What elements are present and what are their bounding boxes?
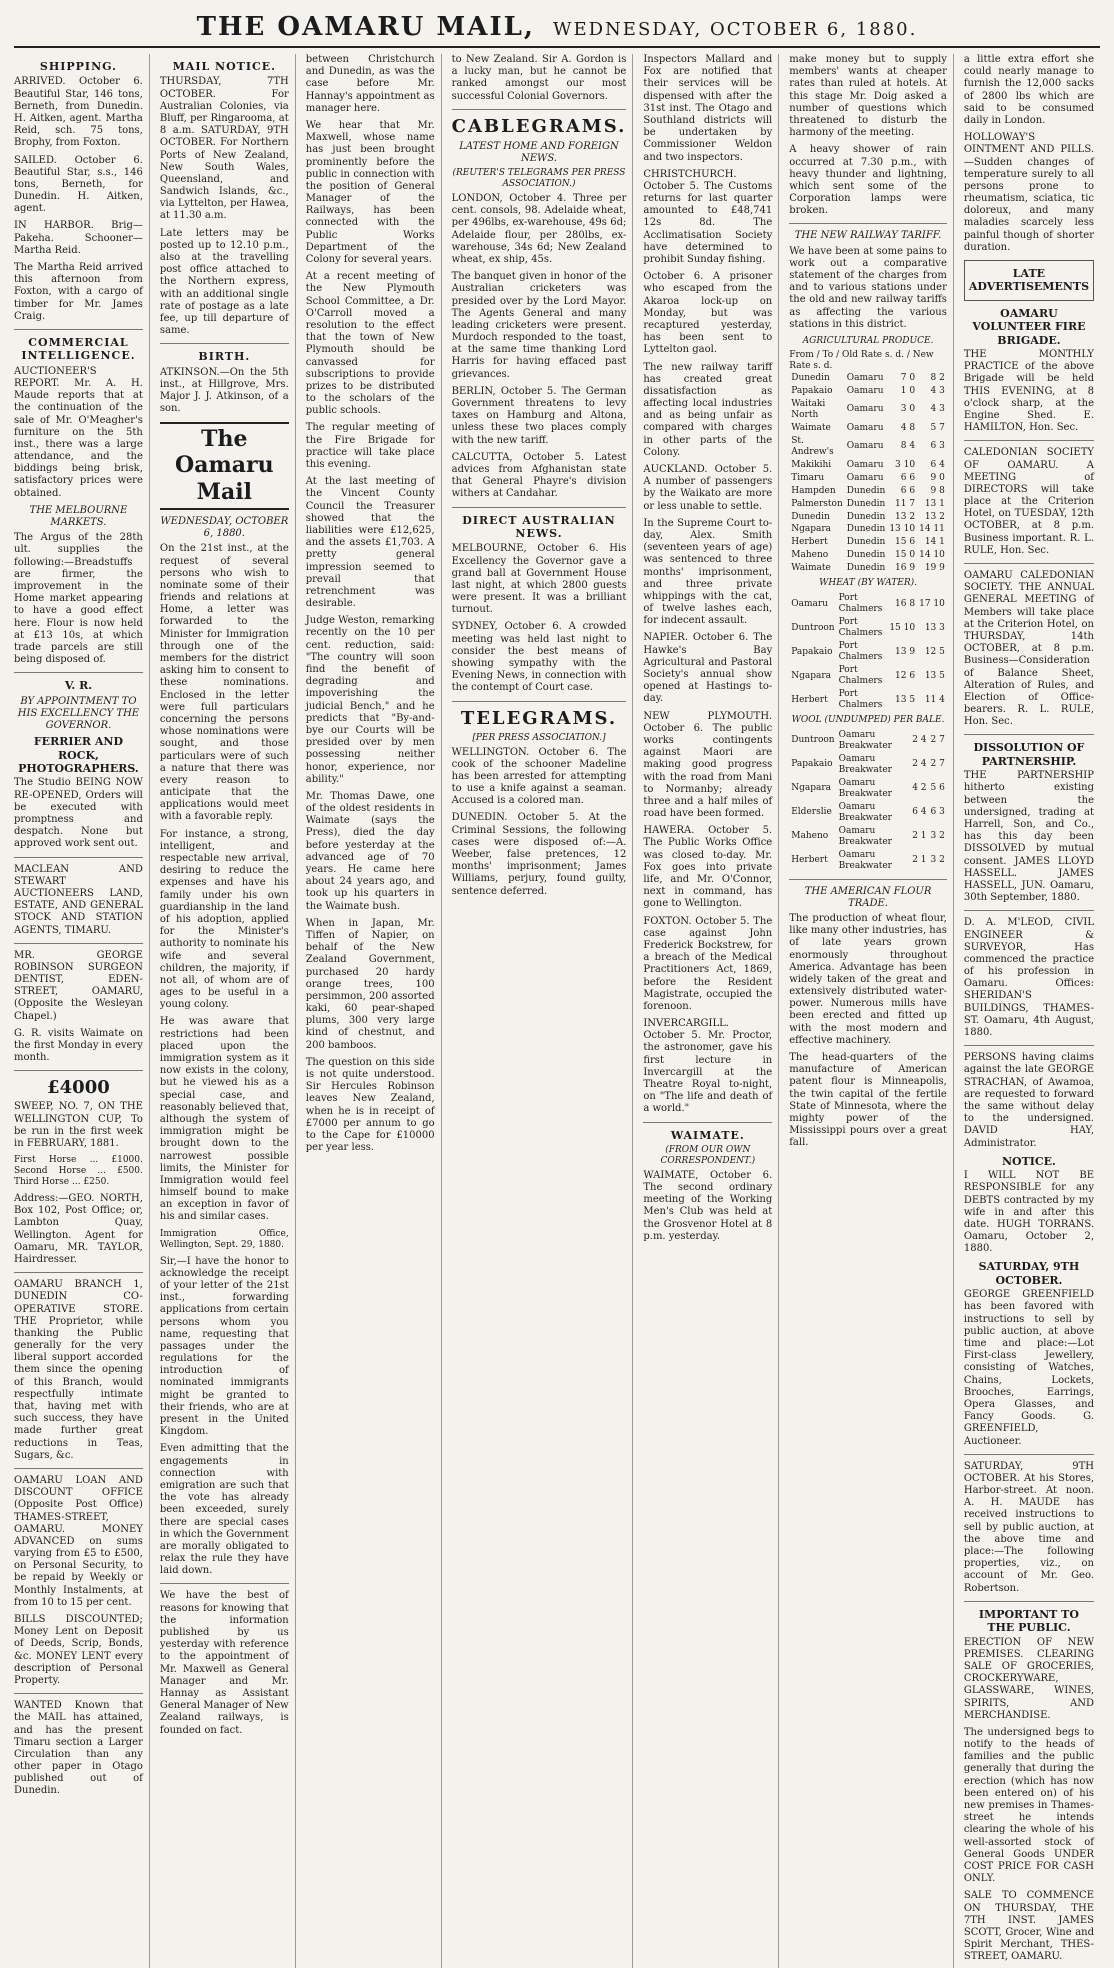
table-cell: Papakaio: [791, 759, 833, 770]
reply-heading: Immigration Office, Wellington, Sept. 29, 1880.: [159, 1228, 289, 1250]
leader-paragraph: Even admitting that the engagements in connection with emigration are such that the vote has already been exceeded, surely there are special cases in which the Government are morally obligated to relax the rule they have laid down.: [159, 1443, 289, 1577]
wanted-ad: WANTED Known that the MAIL has attained, and has the present Timaru section a Larger Circulation than any other paper in Otago published out of Dunedin.: [14, 1700, 143, 1797]
leader-paragraph: We have the best of reasons for knowing that the information published by us yesterday with reference to the appointment of Mr. Maxwell as General Manager and Mr. Hannay as Assistant General Manager of New Zealand railways, is founded on fact.: [159, 1590, 289, 1736]
london-cable: The banquet given in honor of the Australian cricketers was presided over by the Lord Mayor. The Agents General and many leading cricketers were present. Murdoch responded to the toast, at the same time thanking Lord Harris for having effaced past grievances.: [451, 271, 627, 380]
calcutta-cable: CALCUTTA, October 5. Latest advices from Afghanistan state that General Phayre's division withers at Candahar.: [451, 451, 627, 500]
caledonian-meeting: CALEDONIAN SOCIETY OF OAMARU. A MEETING of DIRECTORS will take place at the Criterion Hotel, on TUESDAY, 12th OCTOBER, at 8 p.m. Business important. R. L. RULE, Hon. Sec.: [963, 447, 1094, 556]
agricultural-row: [789, 549, 947, 562]
waimate-header: WAIMATE.: [670, 1128, 745, 1142]
divider: [452, 507, 627, 508]
table-cell: 3 2: [930, 831, 945, 842]
table-cell: Oamaru: [791, 598, 828, 609]
table-cell: Hampden: [791, 485, 836, 496]
table-cell: 15 10: [889, 622, 916, 633]
table-cell: 4 2: [912, 783, 927, 794]
divider: [14, 329, 143, 330]
divider: [789, 879, 947, 880]
table-cell: 14 11: [919, 524, 945, 535]
dunedin-telegram: DUNEDIN. October 5. At the Criminal Sessions, the following cases were disposed of:—A. Weeber, false pretences, 12 months' imprisonment; James Williams, perjury, found guilty, sentence deferred.: [451, 812, 627, 897]
table-cell: 4 3: [930, 385, 945, 396]
table-cell: Maheno: [791, 550, 829, 561]
wool-table-title: WOOL (UNDUMPED) PER BALE.: [791, 715, 945, 725]
divider: [964, 1045, 1094, 1046]
agricultural-row: [789, 422, 947, 435]
table-cell: 2 4: [912, 759, 927, 770]
divider: [14, 1272, 143, 1273]
table-cell: Ngapara: [791, 524, 832, 535]
waimate-report: WAIMATE, October 6. The second ordinary meeting of the Working Men's Club was held at the Grosvenor Hotel at 8 p.m. yesterday.: [643, 1169, 773, 1242]
table-cell: 13 2: [895, 511, 916, 522]
table-cell: Dunedin: [846, 498, 886, 509]
column-3: [306, 54, 442, 1968]
strachan-notice: PERSONS having claims against the late GEORGE STRACHAN, of Awamoa, are requested to forward the same without delay to the undersigned. DAVID HAY, Administrator.: [963, 1052, 1094, 1149]
melbourne-news: MELBOURNE, October 6. His Excellency the Governor gave a grand ball at Government House last night, at which 2800 guests were present. It was a brilliant turnout.: [451, 543, 627, 616]
agricultural-row: [789, 459, 947, 472]
wool-row: [789, 849, 947, 873]
leader-paragraph: He was aware that restrictions had been placed upon the immigration system as it now exists in the colony, but he viewed his as a special case, and reasonably believed that, although the system of immigration might be brought down to the narrowest possible limits, the Minister for Immigration would feel himself bound to make an exception in favor of his and similar cases.: [159, 1016, 289, 1223]
table-cell: 13 1: [924, 498, 945, 509]
table-cell: Herbert: [791, 694, 828, 705]
late-letters: Late letters may be posted up to 12.10 p.m., also at the travelling post office attached to the Northern express, with an additional single rate of postage as a late fee, up till departure of same.: [159, 227, 289, 337]
column-2: [160, 54, 296, 1968]
agricultural-row: [789, 472, 947, 485]
table-cell: Herbert: [791, 537, 828, 548]
table-cell: 15 6: [895, 537, 916, 548]
news-paragraph: between Christchurch and Dunedin, as was the case before Mr. Hannay's appointment as manager here.: [305, 54, 435, 114]
table-cell: Port Chalmers: [838, 617, 883, 639]
table-cell: Dunedin: [846, 485, 886, 496]
news-paragraph: October 6. A prisoner who escaped from the Akaroa lock-up on Monday, but was recaptured yesterday, has been sent to Lyttelton gaol.: [643, 271, 773, 356]
royal-cipher: V. R.: [64, 679, 93, 693]
news-paragraph: make money but to supply members' wants at cheaper rates than ruled at hotels. At this stage Mr. Doig asked a number of questions which threatened to disturb the harmony of the meeting.: [789, 54, 947, 139]
nameplate-date: WEDNESDAY, OCTOBER 6, 1880.: [160, 515, 289, 540]
appointment-line: BY APPOINTMENT TO HIS EXCELLENCY THE GOVERNOR.: [17, 695, 140, 732]
column-6: [789, 54, 954, 1968]
agricultural-row: [789, 511, 947, 524]
divider: [964, 734, 1094, 735]
column-5: [643, 54, 779, 1968]
table-cell: Duntroon: [791, 735, 835, 746]
table-cell: 16 8: [895, 598, 916, 609]
wheat-row: [789, 640, 947, 664]
table-cell: 16 9: [895, 563, 916, 574]
divider: [14, 1693, 143, 1694]
berlin-cable: BERLIN, October 5. The German Government threatens to levy taxes on Hamburg and Altona, unless these two places comply with the new tariff.: [451, 385, 627, 446]
table-cell: Dunedin: [846, 511, 886, 522]
table-cell: Dunedin: [846, 537, 886, 548]
news-paragraph: A heavy shower of rain occurred at 7.30 p.m., with heavy thunder and lightning, which sent some of the Corporation lamps were broken.: [789, 144, 947, 217]
divider: [964, 910, 1094, 911]
table-cell: Oamaru: [846, 422, 884, 433]
table-cell: 2 1: [912, 855, 927, 866]
divider: [14, 1070, 143, 1071]
table-cell: Dunedin: [791, 511, 830, 522]
divider: [452, 109, 627, 110]
agricultural-row: [789, 485, 947, 498]
table-cell: 2 7: [930, 735, 945, 746]
shipping-sailed: SAILED. October 6. Beautiful Star, s.s., 146 tons, Berneth, for Dunedin. H. Aitken, agent.: [14, 154, 143, 215]
table-cell: Port Chalmers: [838, 593, 883, 615]
divider: [964, 1454, 1094, 1455]
table-cell: Ngapara: [791, 783, 832, 794]
table-cell: Oamaru Breakwater: [838, 753, 892, 775]
wheat-table: [789, 592, 947, 712]
table-cell: Duntroon: [791, 622, 835, 633]
torrans-notice: I WILL NOT BE RESPONSIBLE for any DEBTS contracted by my wife in and after this date. HUGH TORRANS. Oamaru, October 2, 1880.: [963, 1170, 1094, 1255]
robinson-ad: MR. GEORGE ROBINSON SURGEON DENTIST, EDEN-STREET, OAMARU, (Opposite the Wesleyan Chapel.): [14, 949, 143, 1022]
important-title: IMPORTANT TO THE PUBLIC.: [978, 1607, 1079, 1635]
agricultural-row: [789, 536, 947, 549]
table-cell: 3 0: [900, 404, 916, 415]
late-advertisements-banner: [964, 260, 1094, 301]
divider: [14, 943, 143, 944]
table-cell: Dunedin: [846, 524, 886, 535]
table-cell: 13 3: [924, 622, 945, 633]
table-cell: 12 6: [895, 670, 916, 681]
ferrier-ad-title: FERRIER AND ROCK, PHOTOGRAPHERS.: [18, 735, 139, 776]
telegrams-header: TELEGRAMS.: [460, 707, 618, 729]
table-cell: 12 5: [924, 646, 945, 657]
column-4: [452, 54, 634, 1968]
table-cell: Ngapara: [791, 670, 832, 681]
table-cell: Oamaru Breakwater: [838, 825, 892, 847]
sweep-amount: £4000: [47, 1077, 110, 1099]
foxton-telegram: FOXTON. October 5. The case against John Frederick Bockstrew, for a breach of the Medical Practitioners Act, 1869, before the Resident Magistrate, occupied the forenoon.: [643, 915, 773, 1012]
wool-row: [789, 825, 947, 849]
notice-title: NOTICE.: [1001, 1154, 1056, 1168]
wool-row: [789, 729, 947, 753]
news-paragraph: Mr. Thomas Dawe, one of the oldest residents in Waimate (says the Press), died the day before yesterday at the advanced age of 70 years. He came here about 24 years ago, and took up his quarters in the Waimate bush.: [305, 790, 435, 912]
divider: [964, 440, 1094, 441]
table-cell: Port Chalmers: [838, 665, 883, 687]
news-paragraph: to New Zealand. Sir A. Gordon is a lucky man, but he cannot be ranked amongst our most successful Colonial Governors.: [451, 54, 627, 102]
news-paragraph: The regular meeting of the Fire Brigade for practice will take place this evening.: [305, 422, 435, 470]
wheat-row: [789, 592, 947, 616]
divider: [964, 1601, 1094, 1602]
news-paragraph: In the Supreme Court to-day, Alex. Smith (seventeen years of age) was sentenced to three months' imprisonment, and three private whippings with the cat, of twelve lashes each, for indecent assault.: [643, 517, 773, 627]
agricultural-table-title: AGRICULTURAL PRODUCE.: [802, 335, 934, 346]
maude-ad: SATURDAY, 9TH OCTOBER. At his Stores, Harbor-street. At noon. A. H. MAUDE has received instructions to sell by public auction, at the above time and place:—The following properties, viz., on account of Mr. Geo. Robertson.: [963, 1460, 1094, 1594]
sydney-news: SYDNEY, October 6. A crowded meeting was held last night to consider the best means of showing sympathy with the Evening News, in connection with the contempt of Court case.: [451, 621, 627, 694]
table-cell: 13 2: [924, 511, 945, 522]
wheat-row: [789, 664, 947, 688]
column-7: [964, 54, 1100, 1968]
leader-paragraph: On the 21st inst., at the request of several persons who wish to nominate some of their friends and relations at Home, a letter was forwarded to the Minister for Immigration through one of the members for the district asking him to consent to these nominations. Enclosed in the letter were full particulars concerning the persons whose nominations were sought, and those particulars were of such a nature that there was every reason to anticipate that the applications would meet with a favorable reply.: [159, 543, 289, 823]
birth-notice: ATKINSON.—On the 5th inst., at Hillgrove, Mrs. Major J. J. Atkinson, of a son.: [159, 366, 289, 415]
column-1: [14, 54, 150, 1968]
agricultural-row: [789, 562, 947, 575]
masthead-title: THE OAMARU MAIL,: [196, 12, 535, 42]
mail-notice-header: MAIL NOTICE.: [172, 60, 276, 73]
fire-brigade-notice: THE MONTHLY PRACTICE of the above Brigade will be held THIS EVENING, at 8 o'clock sharp, at the Engine Shed. E. HAMILTON, Hon. Sec.: [963, 349, 1094, 434]
wheat-row: [789, 616, 947, 640]
table-cell: Makikihi: [791, 459, 832, 470]
agricultural-table: [789, 372, 947, 576]
wheat-row: [789, 688, 947, 712]
table-cell: 3 2: [930, 855, 945, 866]
columns: [14, 54, 1100, 1963]
late-advertisements-title: LATE ADVERTISEMENTS: [968, 267, 1090, 294]
shipping-header: SHIPPING.: [39, 60, 117, 73]
table-cell: Herbert: [791, 855, 828, 866]
birth-header: BIRTH.: [198, 350, 251, 364]
dissolution-notice: THE PARTNERSHIP hitherto existing between the undersigned, trading at Harrell, Son, and Co., has this day been DISSOLVED by mutual consent. JAMES LLOYD HASSELL. JAMES HASSELL, JUN. Oamaru, 30th September, 1880.: [963, 770, 1094, 904]
holloway-ad: HOLLOWAY'S OINTMENT AND PILLS.—Sudden changes of temperature surely to all persons prone to rheumatism, sciatica, tic doloreux, and many maladies scarcely less painful though of shorter duration.: [963, 132, 1094, 253]
table-cell: 13 5: [895, 694, 916, 705]
table-cell: 19 9: [924, 563, 945, 574]
news-paragraph: a little extra effort she could nearly manage to furnish the 12,000 sacks of 2800 lbs which are said to be consumed daily in London.: [963, 54, 1094, 126]
table-cell: Waimate: [791, 422, 831, 433]
news-paragraph: When in Japan, Mr. Tiffen of Napier, on behalf of the New Zealand Government, purchased 20 hardy orange trees, 100 persimmon, 200 assorted kaki, 60 pear-shaped plums, 300 very large kind of chestnut, and 200 bamboos.: [305, 917, 435, 1051]
divider: [160, 1583, 289, 1584]
flour-trade: The head-quarters of the manufacture of American patent flour is Minneapolis, the twin capital of the fertile State of Minnesota, where the mighty power of the Mississippi pours over a great fall.: [789, 1052, 947, 1149]
sweep-prizes: First Horse ... £1000. Second Horse ... £500. Third Horse ... £250.: [14, 1155, 143, 1188]
table-cell: 6 4: [912, 807, 927, 818]
table-cell: Oamaru: [846, 404, 884, 415]
table-cell: 4 8: [900, 422, 916, 433]
cablegrams-header: CABLEGRAMS.: [451, 115, 627, 137]
table-cell: Oamaru: [846, 441, 884, 452]
table-cell: 2 1: [912, 831, 927, 842]
saturday-sale-title: SATURDAY, 9TH OCTOBER.: [978, 1260, 1080, 1287]
table-cell: 6 6: [900, 472, 916, 483]
shipping-arrived: ARRIVED. October 6. Beautiful Star, 146 tons, Berneth, from Dunedin. H. Aitken, agent. Martha Reid, sch. 75 tons, Brophy, from Foxton.: [14, 76, 143, 149]
table-cell: 3 10: [895, 459, 916, 470]
table-cell: Palmerston: [791, 498, 843, 509]
table-cell: Port Chalmers: [838, 641, 883, 663]
telegrams-source: [PER PRESS ASSOCIATION.]: [472, 732, 606, 743]
auckland-telegram: AUCKLAND. October 5. A number of passengers by the Waikato are more or less unable to settle.: [643, 464, 773, 512]
railway-tariff-intro: We have been at some pains to work out a comparative statement of the charges from and to various stations under the old and new railway tariffs as affecting the various stations in this district.: [789, 245, 947, 330]
masthead: [14, 12, 1100, 48]
table-cell: Timaru: [791, 472, 825, 483]
table-cell: 9 0: [930, 472, 945, 483]
studio-ad: The Studio BEING NOW RE-OPENED, Orders will be executed with promptness and despatch. None but approved work sent out.: [14, 777, 143, 850]
melbourne-header: THE MELBOURNE MARKETS.: [29, 504, 128, 529]
loan-ad: OAMARU LOAN AND DISCOUNT OFFICE (Opposite Post Office) THAMES-STREET, OAMARU. MONEY ADVANCED on sums varying from £5 to £500, on Personal Security, to be repaid by Weekly or Monthly Instalments, at from 10 to 15 per cent.: [14, 1474, 143, 1608]
commercial-header: COMMERCIAL INTELLIGENCE.: [21, 335, 136, 363]
auctioneers-report: AUCTIONEER'S REPORT. Mr. A. H. Maude reports that at the continuation of the sale of Mr. O'Meagher's furniture on the 5th inst., there was a large attendance, and the biddings being brisk, satisfactory prices were obtained.: [14, 365, 143, 499]
hawera-telegram: HAWERA. October 5. The Public Works Office was closed to-day. Mr. Fox goes into private life, and Mr. O'Connor, next in command, has gone to Wellington.: [643, 825, 773, 910]
agricultural-row: [789, 435, 947, 459]
table-cell: 2 4: [912, 735, 927, 746]
table-cell: Oamaru Breakwater: [838, 777, 892, 799]
table-cell: 4 3: [930, 404, 945, 415]
wool-row: [789, 801, 947, 825]
invercargill-telegram: INVERCARGILL. October 5. Mr. Proctor, the astronomer, gave his first lecture in Invercargill at the Theatre Royal to-night, on "The life and death of a world.": [643, 1018, 773, 1115]
divider: [964, 563, 1094, 564]
table-cell: 17 10: [919, 598, 945, 609]
wool-row: [789, 753, 947, 777]
table-cell: Elderslie: [791, 807, 832, 818]
agricultural-table-columns: From / To / Old Rate s. d. / New Rate s. d.: [789, 349, 934, 371]
table-cell: Oamaru: [846, 472, 884, 483]
flour-trade-header: THE AMERICAN FLOUR TRADE.: [804, 885, 932, 909]
table-cell: 8 2: [930, 372, 945, 383]
caledonian-annual-meeting: OAMARU CALEDONIAN SOCIETY. THE ANNUAL GENERAL MEETING of Members will take place at the Criterion Hotel, on THURSDAY, 14th OCTOBER, at 8 p.m. Business—Consideration of Balance Sheet, Alteration of Rules, and Election of Office-bearers. R. L. RULE, Hon. Sec.: [963, 570, 1094, 728]
agricultural-row: [789, 372, 947, 385]
minister-reply: Sir,—I have the honor to acknowledge the receipt of your letter of the 21st inst., forwarding applications from certain persons whom you name, requesting that passages under the regulations for the introduction of nominated immigrants might be granted to their friends, who are at present in the United Kingdom.: [159, 1255, 289, 1438]
wheat-table-title: WHEAT (BY WATER).: [819, 578, 917, 589]
divider: [14, 857, 143, 858]
cablegrams-subheader: LATEST HOME AND FOREIGN NEWS.: [459, 140, 619, 164]
table-cell: Port Chalmers: [838, 689, 883, 711]
table-cell: Dunedin: [791, 372, 830, 383]
table-cell: 2 7: [930, 759, 945, 770]
christchurch-telegram: CHRISTCHURCH. October 5. The Customs returns for last quarter amounted to £48,741 12s 8d. The Acclimatisation Society have determined to prohibit Sunday fishing.: [643, 168, 773, 265]
london-cable: LONDON, October 4. Three per cent. consols, 98. Adelaide wheat, per 496lbs, ex-warehouse, 49s 6d; Adelaide flour, per 280lbs, ex-warehouse, 34s 6d; New Zealand wheat, ex ship, 45s.: [451, 193, 627, 265]
table-cell: 9 8: [930, 485, 945, 496]
table-cell: 13 5: [924, 670, 945, 681]
table-cell: Dunedin: [846, 550, 886, 561]
table-cell: 15 0: [895, 550, 916, 561]
flour-trade: The production of wheat flour, like many other industries, has of late years grown enormously throughout America. Advantage has been widely taken of the great and extensively distributed water-power. Numerous mills have been erected and fitted up with the most modern and effective machinery.: [789, 912, 947, 1046]
table-cell: 11 4: [924, 694, 945, 705]
divider: [160, 343, 289, 344]
nameplate: The Oamaru Mail: [160, 422, 289, 510]
table-cell: Waitaki North: [791, 398, 826, 420]
mcleod-ad: D. A. M'LEOD, CIVIL ENGINEER & SURVEYOR, Has commenced the practice of his profession in Oamaru. Offices: SHERIDAN'S BUILDINGS, THAMES-ST. Oamaru, 4th August, 1880.: [963, 917, 1094, 1039]
table-cell: Oamaru: [846, 459, 884, 470]
table-cell: 6 6: [900, 485, 916, 496]
scott-ad: SALE TO COMMENCE ON THURSDAY, THE 7TH INST. JAMES SCOTT, Grocer, Wine and Spirit Merchant, THES-STREET, OAMARU.: [963, 1890, 1094, 1963]
table-cell: 14 1: [924, 537, 945, 548]
table-cell: Oamaru: [846, 385, 884, 396]
table-cell: Papakaio: [791, 385, 833, 396]
greenfield-ad: GEORGE GREENFIELD has been favored with instructions to sell by public auction, at above time and place:—Lot First-class Jewellery, consisting of Watches, Chains, Lockets, Brooches, Earrings, Opera Glasses, and Fancy Goods. G. GREENFIELD, Auctioneer.: [963, 1289, 1094, 1447]
table-cell: Oamaru: [846, 372, 884, 383]
shipping-in-harbor: IN HARBOR. Brig—Pakeha. Schooner—Martha Reid.: [14, 220, 143, 256]
table-cell: 5 7: [930, 422, 945, 433]
divider: [643, 1122, 772, 1123]
table-cell: 5 6: [930, 783, 945, 794]
divider: [452, 701, 627, 702]
maclean-ad: MACLEAN AND STEWART AUCTIONEERS LAND, ESTATE, AND GENERAL STOCK AND STATION AGENTS, TIMARU.: [14, 863, 143, 936]
table-cell: 13 9: [895, 646, 916, 657]
table-cell: St. Andrew's: [791, 435, 834, 457]
sweep-ad: SWEEP, NO. 7, ON THE WELLINGTON CUP, To be run in the first week in FEBRUARY, 1881.: [14, 1101, 143, 1149]
table-cell: 6 4: [930, 459, 945, 470]
waimate-source: (FROM OUR OWN CORRESPONDENT.): [660, 1144, 756, 1166]
table-cell: 6 3: [930, 441, 945, 452]
leader-paragraph: For instance, a strong, intelligent, and respectable new arrival, desiring to reduce the expenses and have his family under his own guardianship in the land of his adoption, applied for the Minister's authority to nominate his wife and several children, the majority, if not all, of whom are of ages to be useful in a young colony.: [159, 828, 289, 1011]
table-cell: 14 10: [919, 550, 945, 561]
fire-brigade-title: OAMARU VOLUNTEER FIRE BRIGADE.: [972, 306, 1086, 347]
table-cell: 7 0: [900, 372, 916, 383]
table-cell: Waimate: [791, 563, 831, 574]
table-cell: Maheno: [791, 831, 829, 842]
divider: [14, 1468, 143, 1469]
agricultural-row: [789, 523, 947, 536]
cooperative-ad: OAMARU BRANCH 1, DUNEDIN CO-OPERATIVE STORE. THE Proprietor, while thanking the Public generally for the very liberal support accorded them since the opening of this Branch, would respectfully intimate that, having met with such success, they have made further great reductions in Teas, Sugars, &c.: [14, 1279, 143, 1461]
news-paragraph: We hear that Mr. Maxwell, whose name has just been brought prominently before the public in connection with the position of General Manager of the Railways, has been connected with the Public Works Department of the Colony for several years.: [305, 119, 435, 265]
table-cell: Dunedin: [846, 563, 886, 574]
table-cell: 11 7: [895, 498, 916, 509]
table-cell: Oamaru Breakwater: [838, 801, 892, 823]
premises-ad: ERECTION OF NEW PREMISES. CLEARING SALE OF GROCERIES, CROCKERYWARE, GLASSWARE, WINES, SPIRITS, AND MERCHANDISE.: [963, 1636, 1094, 1721]
agricultural-row: [789, 385, 947, 398]
bills-ad: BILLS DISCOUNTED; Money Lent on Deposit of Deeds, Scrip, Bonds, &c. MONEY LENT every description of Personal Property.: [14, 1614, 143, 1686]
melbourne-markets: The Argus of the 28th ult. supplies the following:—Breadstuffs are firmer, the improvement in the Home market appearing to have a good effect here. Flour is now held at £13 10s, at which trade parcels are still being disposed of.: [14, 532, 143, 666]
mail-notice: THURSDAY, 7TH OCTOBER. For Australian Colonies, via Bluff, per Ringarooma, at 8 a.m. SATURDAY, 9TH OCTOBER. For Northern Ports of New Zealand, New South Wales, Queensland, and Sandwich Islands, &c., via Lyttelton, per Hawea, at 11.30 a.m.: [159, 76, 289, 222]
cablegrams-source: (REUTER'S TELEGRAMS PER PRESS ASSOCIATION.): [452, 168, 626, 190]
australian-news-header: DIRECT AUSTRALIAN NEWS.: [462, 513, 616, 540]
news-paragraph: Judge Weston, remarking recently on the 10 per cent. reduction, said: "The country will soon find the benefit of degrading and impoverishing the judicial Bench," and he predicts that "By-and-bye our Courts will be presided over by men possessing neither honor, experience, nor ability.": [305, 615, 435, 785]
table-cell: 1 0: [900, 385, 916, 396]
news-paragraph: Inspectors Mallard and Fox are notified that their services will be dispensed with after the 31st inst. The Otago and Southland districts will be undertaken by Commissioner Weldon and two inspectors.: [643, 54, 773, 163]
masthead-date: WEDNESDAY, OCTOBER 6, 1880.: [552, 19, 918, 40]
new-plymouth-telegram: NEW PLYMOUTH. October 6. The public works contingents against Maori are making good progress with the road from Mani to Normanby; already three and a half miles of road have been formed.: [643, 710, 773, 820]
dissolution-title: DISSOLUTION OF PARTNERSHIP.: [973, 741, 1085, 768]
wool-table: [789, 729, 947, 873]
wool-row: [789, 777, 947, 801]
table-cell: 6 3: [930, 807, 945, 818]
napier-telegram: NAPIER. October 6. The Hawke's Bay Agricultural and Pastoral Society's annual show opened at Hastings to-day.: [643, 632, 773, 705]
robinson-note: G. R. visits Waimate on the first Monday in every month.: [14, 1027, 143, 1064]
agricultural-row: [789, 498, 947, 511]
divider: [14, 672, 143, 673]
table-cell: 8 4: [900, 441, 916, 452]
agricultural-row: [789, 398, 947, 422]
table-cell: Papakaio: [791, 646, 833, 657]
divider: [789, 223, 947, 224]
premises-body: The undersigned begs to notify to the heads of families and the public generally that during the erection (which has now been entered on) of his new premises in Thames-street he intends clearing the whole of his well-assorted stock of General Goods UNDER COST PRICE FOR CASH ONLY.: [963, 1726, 1094, 1885]
shipping-note: The Martha Reid arrived this afternoon from Foxton, with a cargo of timber for Mr. James Craig.: [14, 262, 143, 322]
sweep-agent: Address:—GEO. NORTH, Box 102, Post Office; or, Lambton Quay, Wellington. Agent for Oamaru, MR. TAYLOR, Hairdresser.: [14, 1193, 143, 1265]
news-paragraph: The new railway tariff has created great dissatisfaction as affecting local industries and as being unfair as compared with charges in other parts of the Colony.: [643, 361, 773, 458]
news-paragraph: The question on this side is not quite understood. Sir Hercules Robinson leaves New Zealand, when he is in receipt of £7000 per annum to go to the Cape for £10000 per year less.: [305, 1056, 435, 1154]
news-paragraph: At a recent meeting of the New Plymouth School Committee, a Dr. O'Carroll moved a resolution to the effect that the town of New Plymouth should be canvassed for subscriptions to provide prizes to be distributed to the scholars of the public schools.: [305, 271, 435, 417]
news-paragraph: At the last meeting of the Vincent County Council the Treasurer showed that the liabilities were £12,625, and the assets £1,703. A pretty general impression seemed to prevail that retrenchment was desirable.: [305, 476, 435, 610]
table-cell: Oamaru Breakwater: [838, 729, 892, 751]
table-cell: Oamaru Breakwater: [838, 849, 892, 871]
wellington-telegram: WELLINGTON. October 6. The cook of the schooner Madeline has been arrested for attempting to use a knife against a seaman. Accused is a colored man.: [451, 746, 627, 807]
railway-tariff-header: THE NEW RAILWAY TARIFF.: [794, 230, 942, 242]
table-cell: 13 10: [889, 524, 916, 535]
